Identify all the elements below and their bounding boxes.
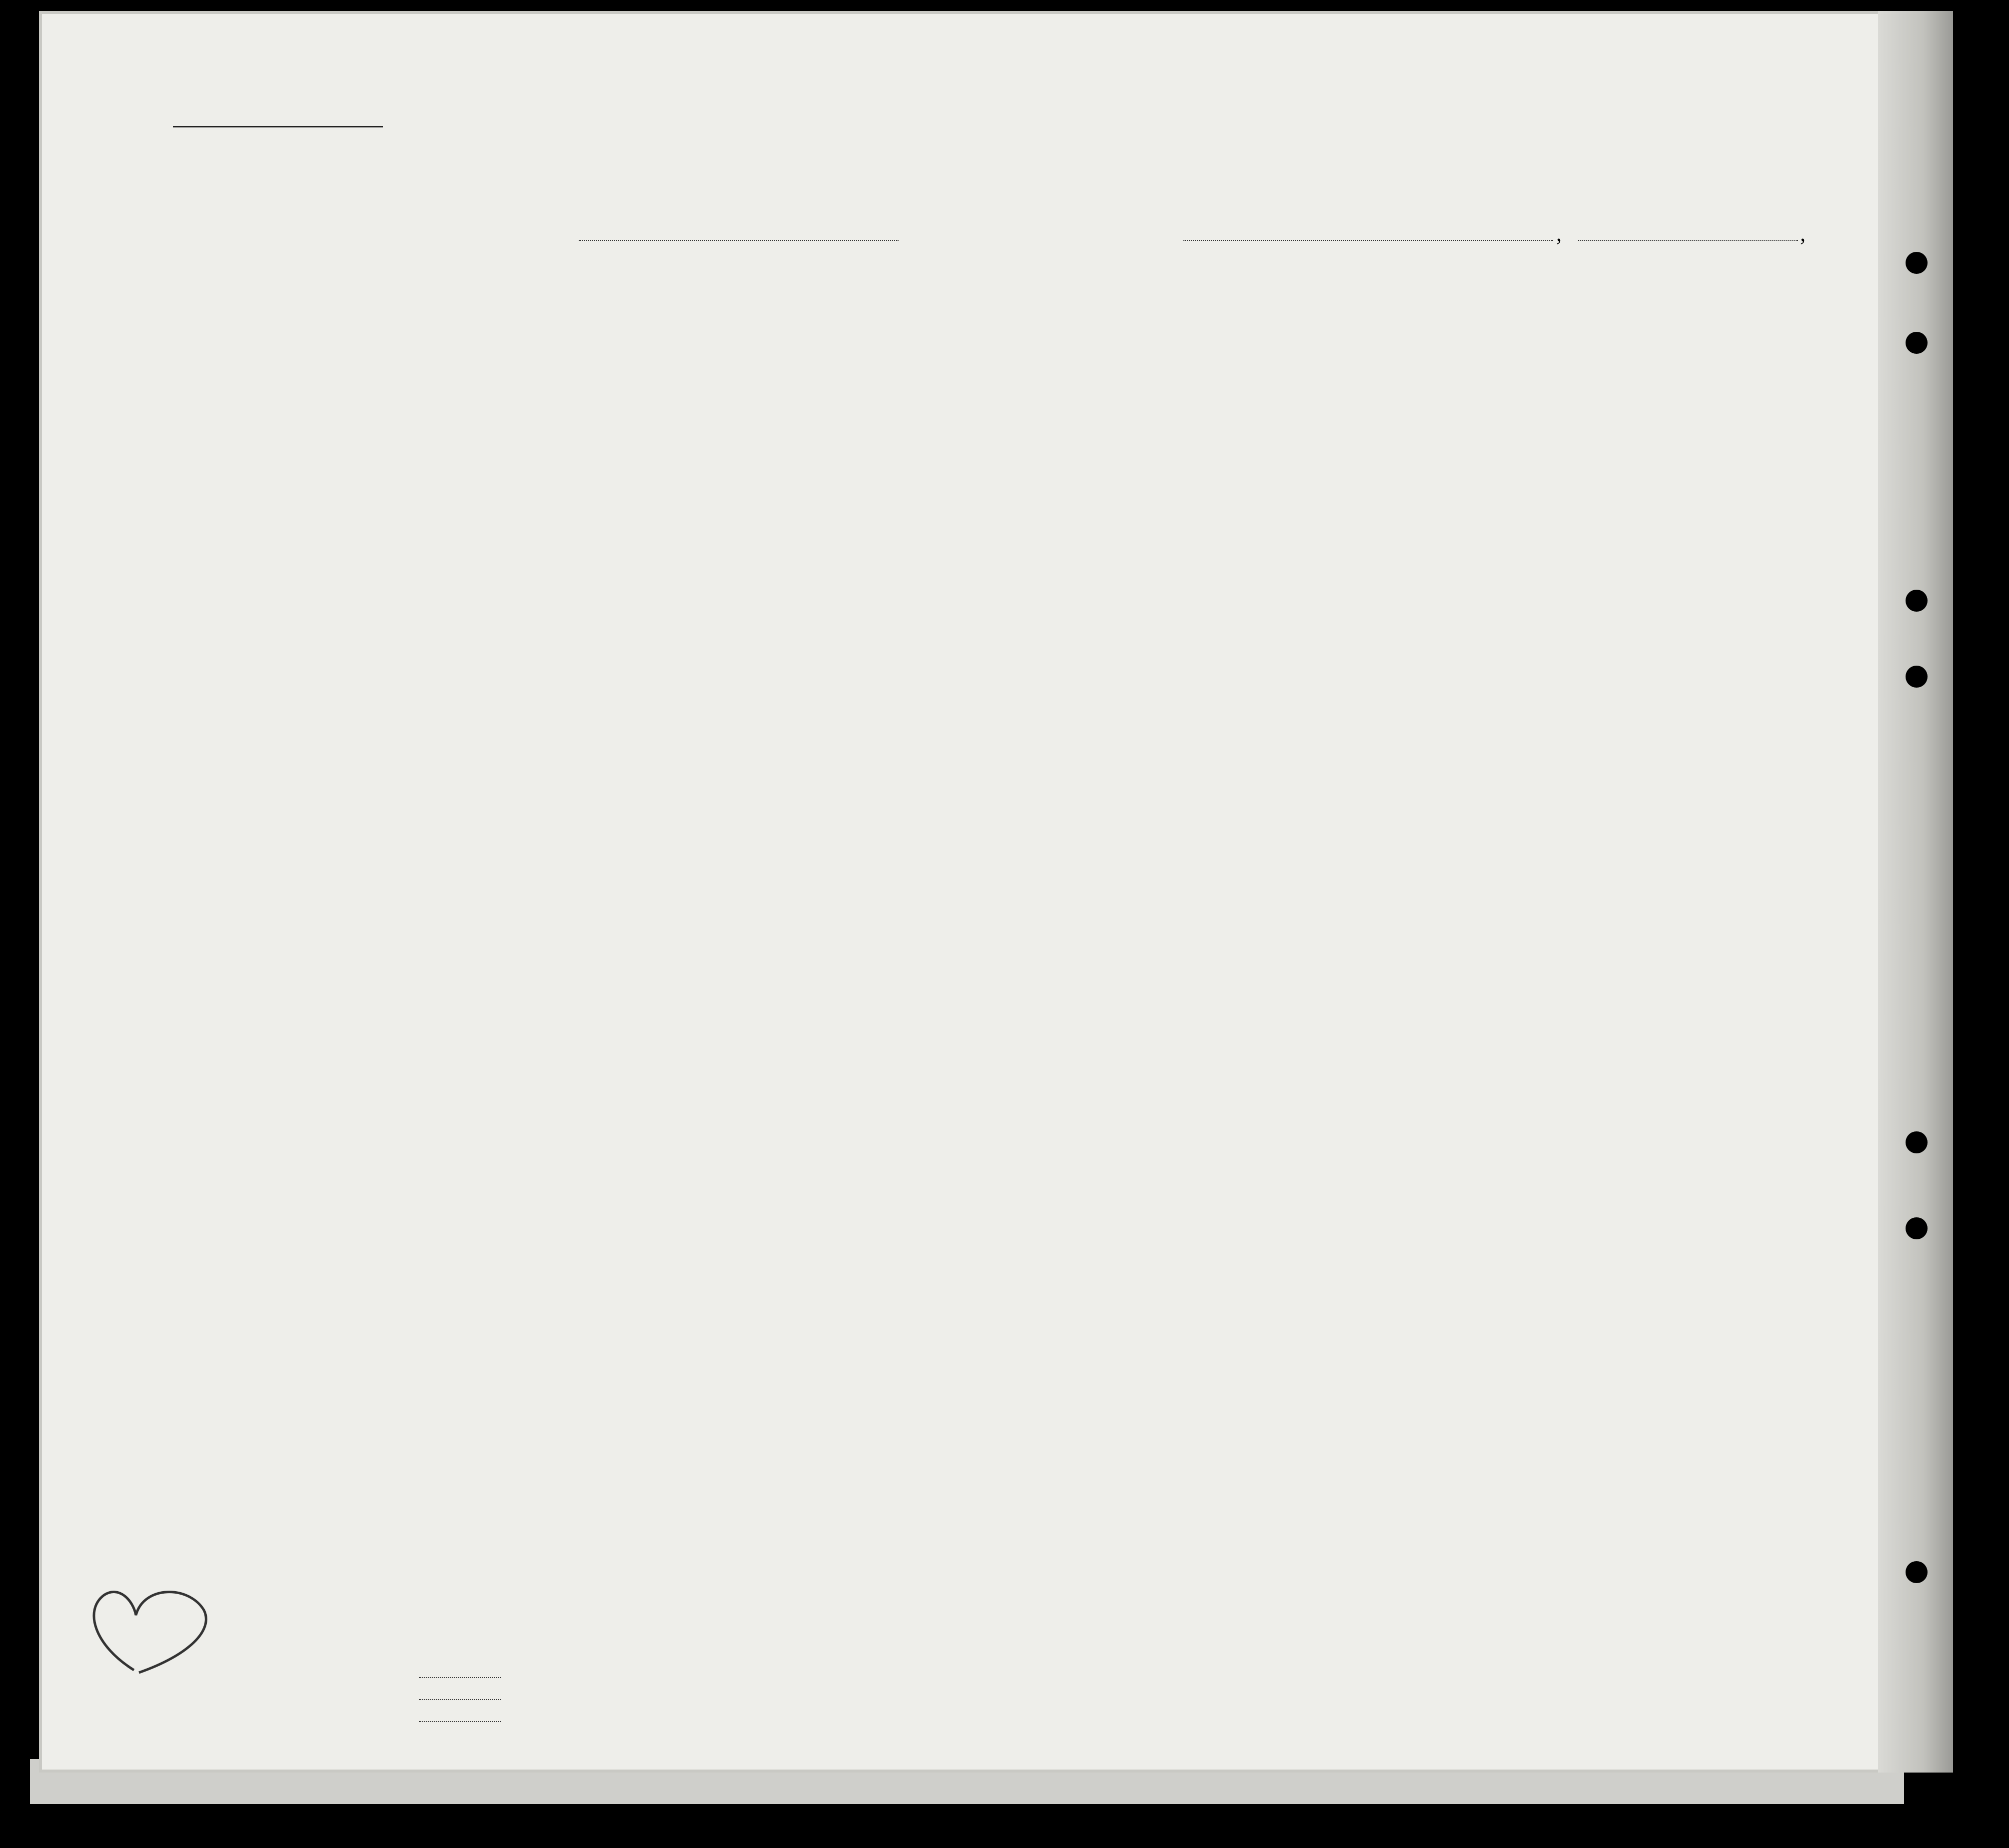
comma-1: , bbox=[1556, 221, 1562, 246]
binder-hole bbox=[1906, 252, 1928, 274]
total-passengers-field bbox=[419, 1677, 501, 1678]
manifest-grid bbox=[39, 11, 1953, 1773]
aliens-field bbox=[419, 1721, 501, 1722]
binder-hole bbox=[1906, 332, 1928, 354]
comma-2: , bbox=[1800, 221, 1806, 246]
manifest-sheet bbox=[39, 11, 1953, 1773]
heart-doodle bbox=[74, 1565, 224, 1685]
binder-hole bbox=[1906, 1561, 1928, 1583]
binder-hole bbox=[1906, 666, 1928, 688]
binder-hole bbox=[1906, 1217, 1928, 1239]
binder-hole bbox=[1906, 590, 1928, 612]
us-citizens-field bbox=[419, 1699, 501, 1700]
binder-hole bbox=[1906, 1131, 1928, 1153]
